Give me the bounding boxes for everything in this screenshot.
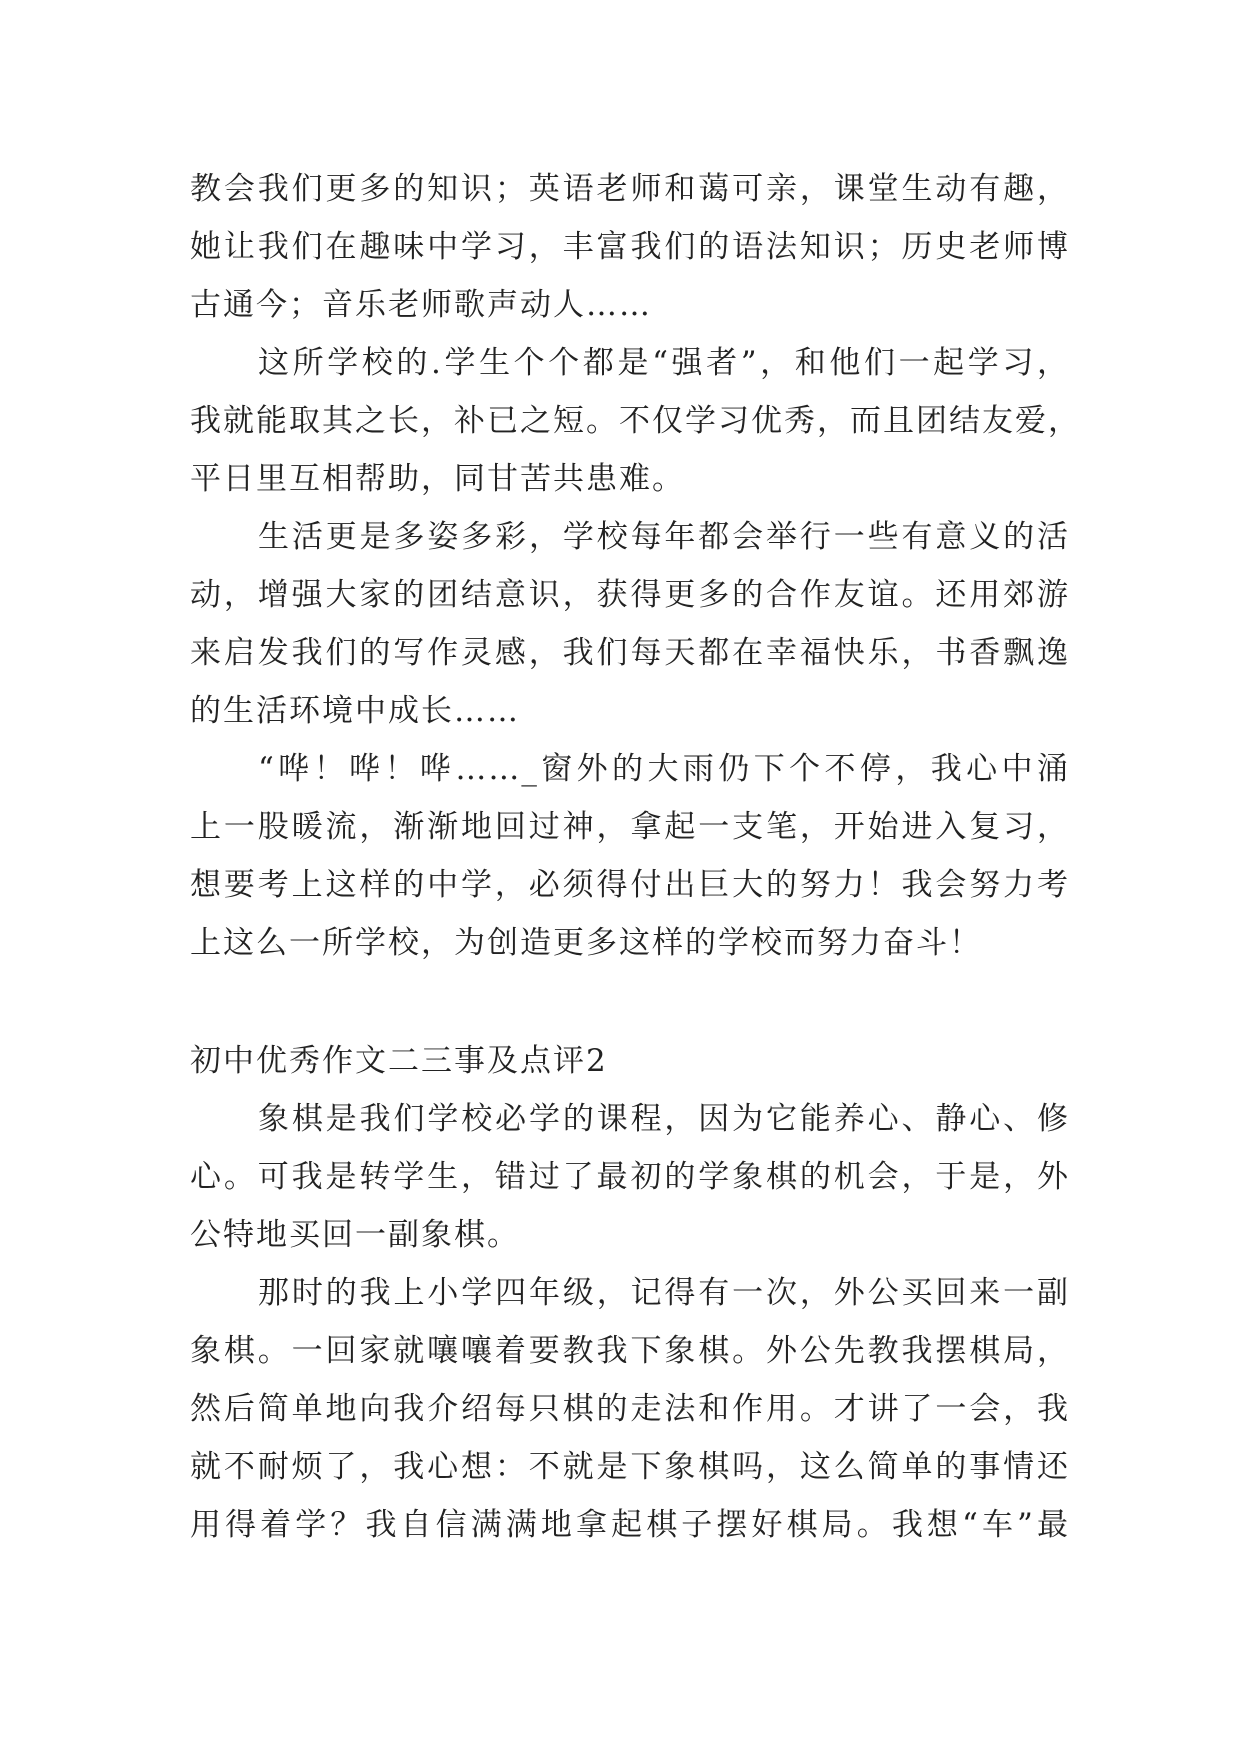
- text-line: 那时的我上小学四年级，记得有一次，外公买回来一副: [258, 1275, 1070, 1311]
- paragraph: [190, 1090, 1070, 1264]
- text-line: 教会我们更多的知识；英语老师和蔼可亲，课堂生动有趣，: [190, 171, 1070, 207]
- text-line: 心。可我是转学生，错过了最初的学象棋的机会，于是，外: [190, 1159, 1070, 1195]
- paragraph: [190, 740, 1070, 972]
- paragraph: [190, 334, 1081, 508]
- text-line: 生活更是多姿多彩，学校每年都会举行一些有意义的活: [258, 519, 1070, 555]
- text-line: 象棋。一回家就嚷嚷着要教我下象棋。外公先教我摆棋局，: [190, 1333, 1070, 1369]
- essay-section-2: [190, 1032, 1070, 1554]
- paragraph: [190, 160, 1070, 334]
- text-line: “哗！哗！哗……_窗外的大雨仍下个不停，我心中涌: [258, 751, 1070, 787]
- section-heading: 初中优秀作文二三事及点评2: [190, 1043, 608, 1079]
- paragraph: [190, 1264, 1070, 1554]
- text-line: 古通今；音乐老师歌声动人……: [190, 287, 652, 323]
- text-line: 的生活环境中成长……: [190, 693, 520, 729]
- text-line: 我就能取其之长，补已之短。不仅学习优秀，而且团结友爱，: [190, 403, 1081, 439]
- text-line: 就不耐烦了，我心想：不就是下象棋吗，这么简单的事情还: [190, 1449, 1070, 1485]
- text-line: 然后简单地向我介绍每只棋的走法和作用。才讲了一会，我: [190, 1391, 1070, 1427]
- paragraph: [190, 508, 1070, 740]
- text-line: 这所学校的.学生个个都是“强者”，和他们一起学习，: [258, 345, 1070, 381]
- text-line: 平日里互相帮助，同甘苦共患难。: [190, 461, 685, 497]
- text-line: 公特地买回一副象棋。: [190, 1217, 520, 1253]
- text-line: 想要考上这样的中学，必须得付出巨大的努力！我会努力考: [190, 867, 1070, 903]
- text-line: 上一股暖流，渐渐地回过神，拿起一支笔，开始进入复习，: [190, 809, 1070, 845]
- essay-continuation: [190, 160, 1081, 972]
- text-line: 动，增强大家的团结意识，获得更多的合作友谊。还用郊游: [190, 577, 1070, 613]
- text-line: 用得着学？我自信满满地拿起棋子摆好棋局。我想“车”最: [190, 1507, 1070, 1543]
- text-line: 象棋是我们学校必学的课程，因为它能养心、静心、修: [258, 1101, 1070, 1137]
- text-line: 她让我们在趣味中学习，丰富我们的语法知识；历史老师博: [190, 229, 1070, 265]
- text-line: 上这么一所学校，为创造更多这样的学校而努力奋斗！: [190, 925, 982, 961]
- text-line: 来启发我们的写作灵感，我们每天都在幸福快乐，书香飘逸: [190, 635, 1070, 671]
